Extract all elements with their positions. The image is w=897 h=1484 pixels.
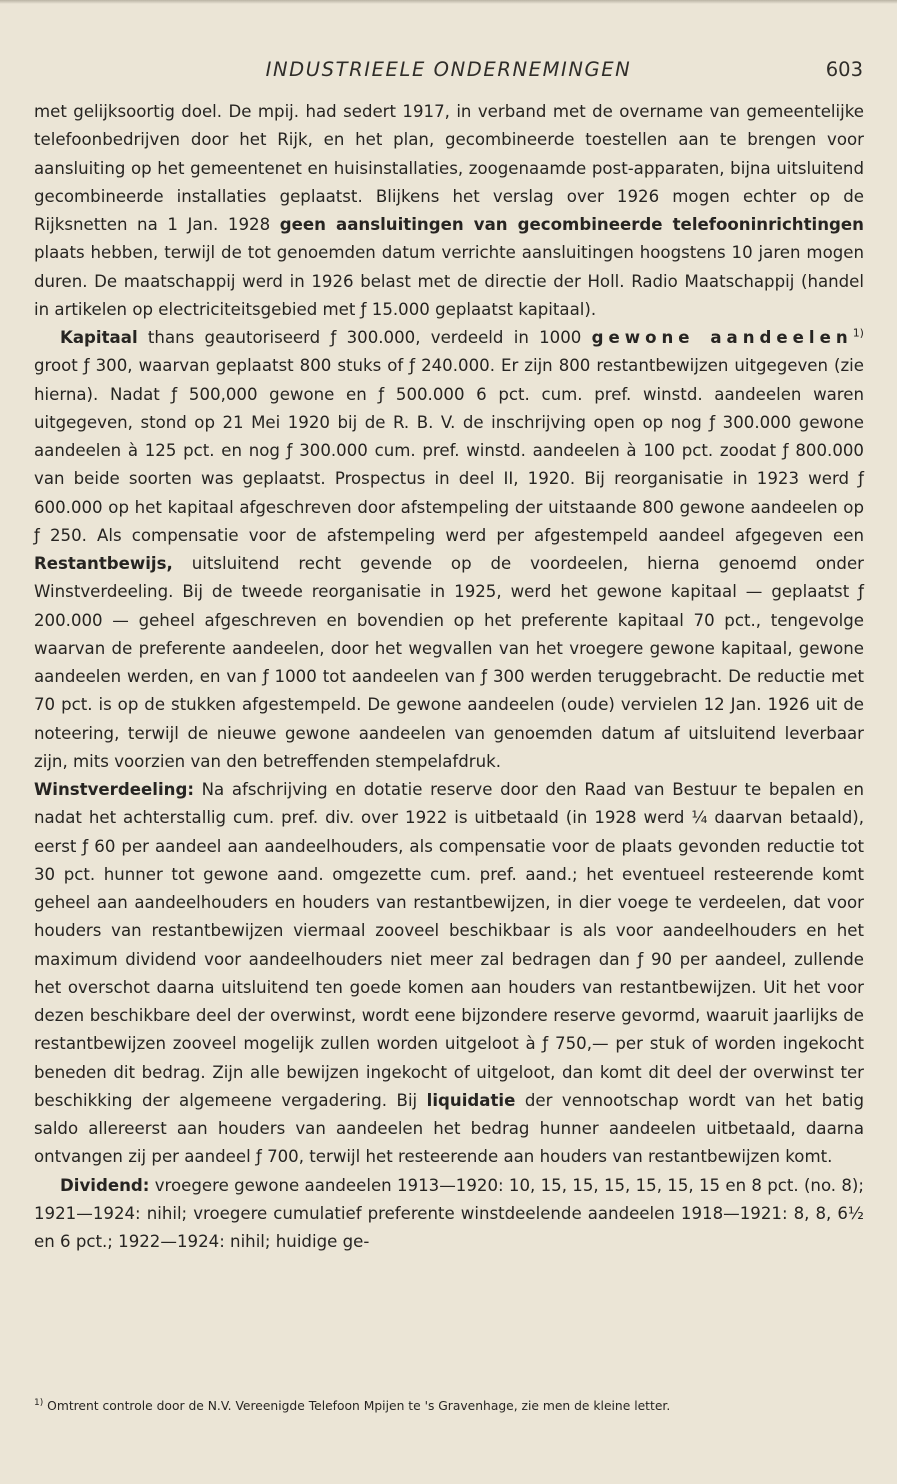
footnote-mark: 1) bbox=[34, 1397, 44, 1408]
winstverdeeling-heading: Winstverdeeling: bbox=[34, 780, 194, 799]
scan-top-edge bbox=[0, 0, 897, 4]
page-number: 603 bbox=[825, 58, 863, 81]
paragraph-winstverdeeling bbox=[34, 776, 864, 1172]
kapitaal-spaced-term: gewone aandeelen bbox=[591, 328, 853, 347]
history-text-a: met gelijksoortig doel. De mpij. had sedert 1917, in verband met de overname van gemeentelijke telefoonbedrijven door het Rijk, en het plan, gecombineerde toestellen aan te brengen voor aansluiting op het gemeentenet en huisinstallaties, zoogenaamde post-apparaten, bijna uitsluitend gecombineerde installaties geplaatst. Blijkens het verslag over 1926 mogen echter op de Rijksnetten na 1 Jan. 1928 bbox=[34, 102, 864, 234]
dividend-heading: Dividend: bbox=[60, 1175, 150, 1195]
winstverdeeling-text-b: der vennootschap wordt van het batig saldo allereerst aan houders van aandeelen het bedrag hunner aandeelen uitbetaald, daarna ontvangen zij per aandeel ƒ 700, terwijl het resteerende aan houders van restantbewijzen komt. bbox=[34, 1090, 865, 1167]
history-text-b: plaats hebben, terwijl de tot genoemden datum verrichte aansluitingen hoogstens 10 jaren mogen duren. De maatschappij werd in 1926 belast met de directie der Holl. Radio Maatschappij (handel in artikelen op electriciteitsgebied met ƒ 15.000 geplaatst kapitaal). bbox=[34, 243, 864, 319]
paragraph-kapitaal bbox=[34, 324, 864, 776]
kapitaal-text-c: uitsluitend recht gevende op de voordeelen, hierna genoemd onder Winstverdeeling. Bij de tweede reorganisatie in 1925, werd het gewone kapitaal — geplaatst ƒ 200.000 — geheel afgeschreven en bovendien op het preferente kapitaal 70 pct., tengevolge waarvan de preferente aandeelen, door het wegvallen van het vroegere gewone kapitaal, gewone aandeelen werden, en van ƒ 1000 tot aandeelen van ƒ 300 werden teruggebracht. De reductie met 70 pct. is op de stukken afgestempeld. De gewone aandeelen (oude) vervielen 12 Jan. 1926 uit de noteering, terwijl de nieuwe gewone aandeelen van genoemden datum af uitsluitend leverbaar zijn, mits voorzien van den betreffenden stempelafdruk. bbox=[34, 554, 864, 771]
running-title: INDUSTRIEELE ONDERNEMINGEN bbox=[265, 58, 632, 81]
page-header bbox=[34, 58, 863, 92]
liquidatie-term: liquidatie bbox=[426, 1090, 516, 1110]
footnote bbox=[34, 1398, 864, 1414]
kapitaal-text-a: thans geautoriseerd ƒ 300.000, verdeeld in 1000 bbox=[147, 328, 582, 347]
footnote-text: Omtrent controle door de N.V. Vereenigde Telefoon Mpijen te 's Gravenhage, zie men de kleine letter. bbox=[47, 1399, 671, 1413]
dividend-text: vroegere gewone aandeelen 1913—1920: 10, 15, 15, 15, 15, 15, 15 en 8 pct. (no. 8); 1921—1924: nihil; vroegere cumulatief preferente winstdeelende aandeelen 1918—1921: 8, 8, 6½ en 6 pct.; 1922—1924: nihil; huidige ge- bbox=[34, 1175, 864, 1251]
body-text bbox=[34, 98, 864, 1256]
paragraph-dividend bbox=[34, 1172, 864, 1257]
paragraph-company-history bbox=[34, 98, 864, 324]
restantbewijs-term: Restantbewijs, bbox=[34, 554, 173, 573]
kapitaal-heading: Kapitaal bbox=[60, 328, 138, 347]
kapitaal-text-b: groot ƒ 300, waarvan geplaatst 800 stuks of ƒ 240.000. Er zijn 800 restantbewijzen uitgegeven (zie hierna). Nadat ƒ 500,000 gewone en ƒ 500.000 6 pct. cum. pref. winstd. aandeelen waren uitgegeven, stond op 21 Mei 1920 bij de R. B. V. de inschrijving open op nog ƒ 300.000 gewone aandeelen à 125 pct. en nog ƒ 300.000 cum. pref. winstd. aandeelen à 100 pct. zoodat ƒ 800.000 van beide soorten was geplaatst. Prospectus in deel II, 1920. Bij reorganisatie in 1923 werd ƒ 600.000 op het kapitaal afgeschreven door afstempeling der uitstaande 800 gewone aandeelen op ƒ 250. Als compensatie voor de afstempeling werd per afgestempeld aandeel afgegeven een bbox=[34, 356, 864, 545]
history-bold-phrase: geen aansluitingen van gecombineerde telefooninrichtingen bbox=[279, 215, 864, 234]
winstverdeeling-text-a: Na afschrijving en dotatie reserve door den Raad van Bestuur te bepalen en nadat het achterstallig cum. pref. div. over 1922 is uitbetaald (in 1928 werd ¼ daarvan betaald), eerst ƒ 60 per aandeel aan aandeelhouders, als compensatie voor de plaats gevonden reductie tot 30 pct. hunner tot gewone aand. omgezette cum. pref. aand.; het eventueel resteerende komt geheel aan aandeelhouders en houders van restantbewijzen, in dier voege te verdeelen, dat voor houders van restantbewijzen viermaal zooveel beschikbaar is als voor aandeelhouders en het maximum dividend voor aandeelhouders niet meer zal bedragen dan ƒ 90 per aandeel, zullende het overschot daarna uitsluitend ten goede komen aan houders van restantbewijzen. Uit het voor dezen beschikbare deel der overwinst, wordt eene bijzondere reserve gevormd, waaruit jaarlijks de restantbewijzen zooveel mogelijk zullen worden uitgeloot à ƒ 750,— per stuk of worden ingekocht beneden dit bedrag. Zijn alle bewijzen ingekocht of uitgeloot, dan komt dit deel der overwinst ter beschikking der algemeene vergadering. Bij bbox=[34, 780, 865, 1110]
footnote-reference: 1) bbox=[852, 326, 864, 340]
